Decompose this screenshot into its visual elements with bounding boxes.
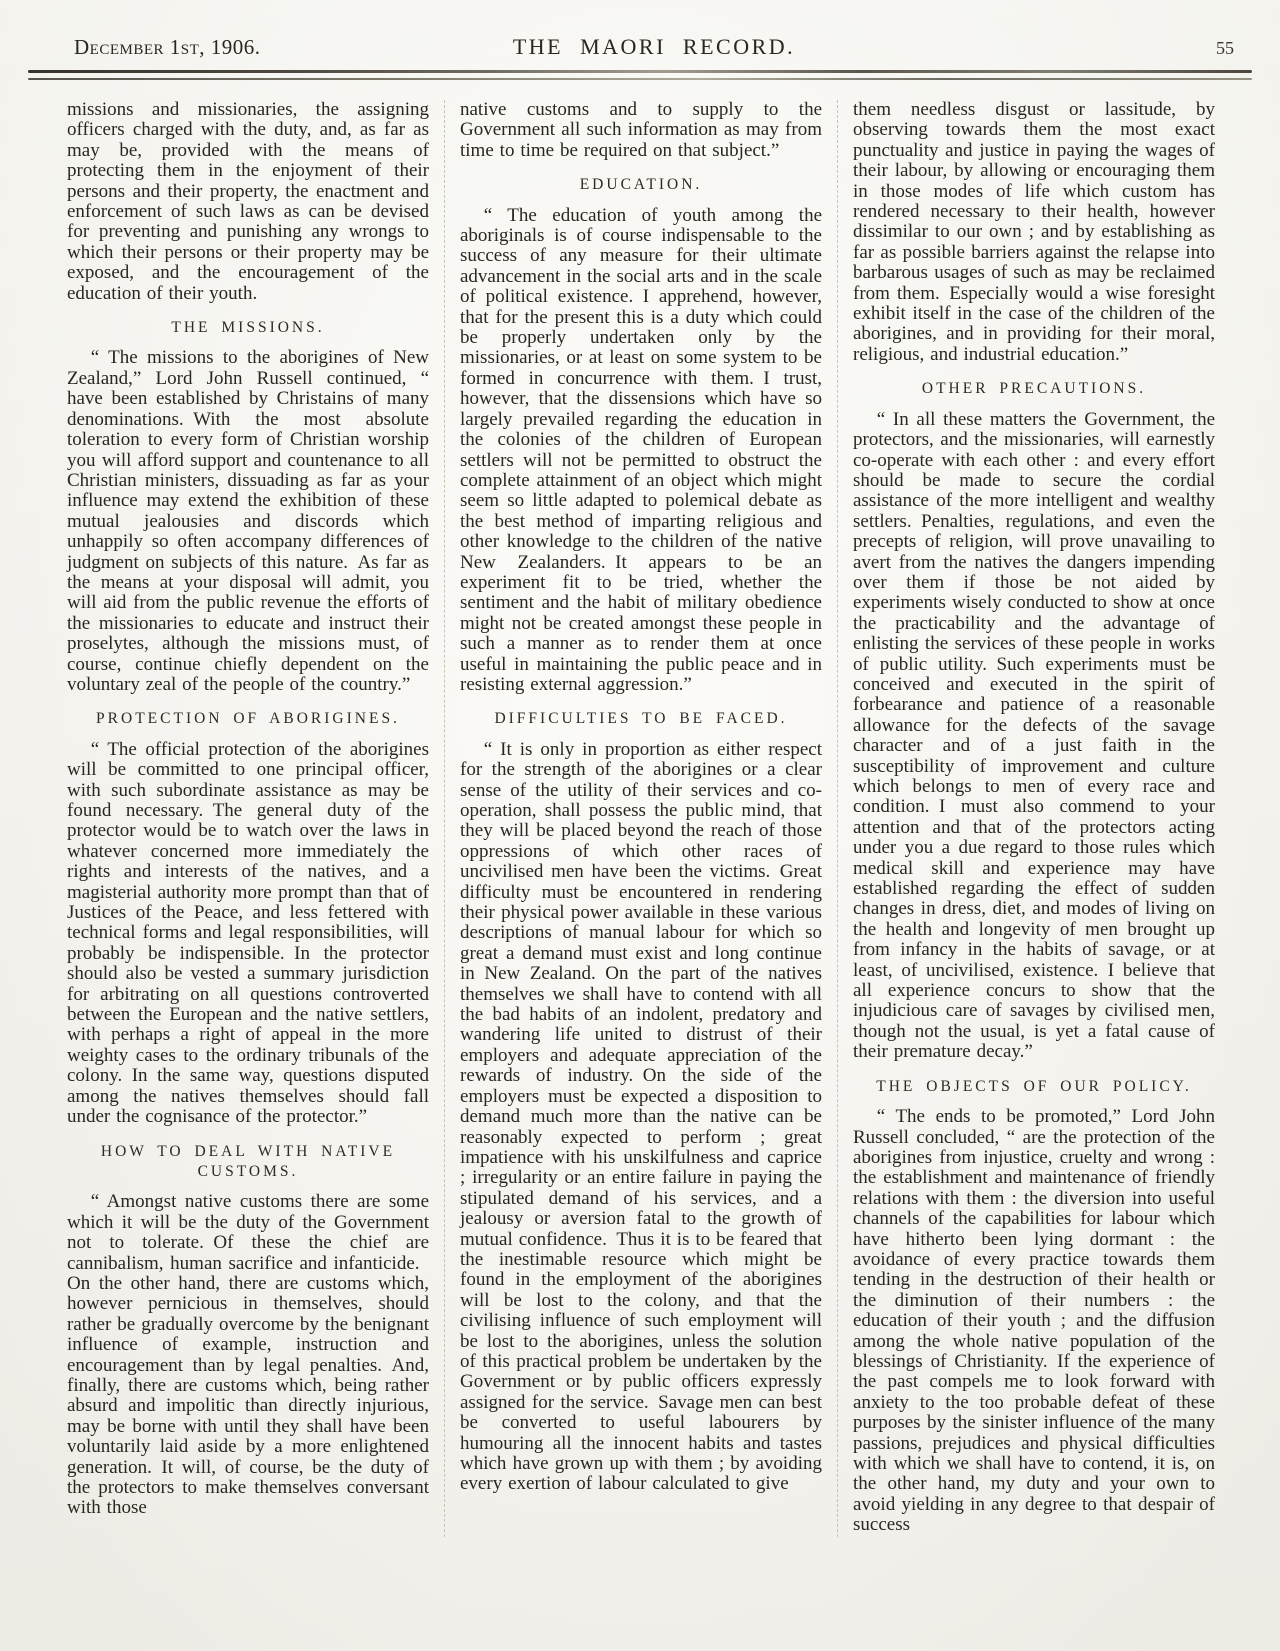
masthead-double-rule	[28, 70, 1252, 80]
paragraph: “ The education of youth among the aboriginals is of course indispensable to the success of any measure for their ultimate advancement in the social arts and in the scale of political existence. I apprehend, however, that for the present this is a duty which could be properly undertaken only by the missionaries, or at least on some system to be formed in concurrence with them. I trust, however, that the dissensions which have so largely prevailed regarding the education in the colonies of the children of European settlers will not be permitted to obstruct the complete attainment of an object which might seem so little adapted to polemical debate as the best method of imparting religious and other knowledge to the children of the native New Zealanders. It appears to be an experiment fit to be tried, whether the sentiment and the habit of military obedience might not be created amongst these people in such a manner as to render them at once useful in maintaining the public peace and in resisting external aggression.”	[460, 204, 822, 695]
section-heading: PROTECTION OF ABORIGINES.	[96, 710, 400, 728]
paragraph: missions and missionaries, the assigning officers charged with the duty, and, as far as may be, provided with the means of protecting them in the enjoyment of their persons and their property, the enactment and enforcement of such laws as can be devised for preventing and punishing any wrongs to which their persons or their property may be exposed, and the encouragement of the education of their youth.	[67, 99, 429, 304]
masthead	[0, 0, 1280, 60]
column-2	[444, 100, 837, 1537]
paragraph: “ The official protection of the aborigines will be committed to one principal officer, with such subordinate assistance as may be found necessary. The general duty of the protector would be to watch over the laws in whatever concerned more immediately the rights and interests of the natives, and a magisterial authority more prompt than that of Justices of the Peace, and less fettered with technical forms and legal responsibilities, will probably be indispensible. In the protector should also be vested a summary jurisdiction for arbitrating on all questions controverted between the European and the native settlers, with perhaps a right of appeal in the more weighty cases to the ordinary tribunals of the colony. In the same way, questions disputed among the natives themselves should fall under the cognisance of the protector.”	[67, 738, 429, 1128]
section-heading: DIFFICULTIES TO BE FACED.	[494, 710, 788, 728]
section-heading: THE MISSIONS.	[171, 319, 325, 337]
paragraph: “ Amongst native customs there are some which it will be the duty of the Government not to tolerate. Of these the chief are cannibalism, human sacrifice and infanticide. On the other hand, there are customs which, however pernicious in themselves, should rather be gradually overcome by the benignant influence of example, instruction and encouragement than by legal penalties. And, finally, there are customs which, being rather absurd and impolitic than directly injurious, may be borne with until they shall have been voluntarily laid aside by a more enlightened generation. It will, of course, be the duty of the protectors to make themselves conversant with those	[67, 1191, 429, 1519]
paragraph: “ It is only in proportion as either respect for the strength of the aborigines or a clear sense of the utility of their services and co-operation, shall possess the public mind, that they will be placed beyond the reach of those oppressions of which other races of uncivilised men have been the victims. Great difficulty must be encountered in rendering their physical power available in these various descriptions of manual labour for which so great a demand must exist and long continue in New Zealand. On the part of the natives themselves we shall have to contend with all the bad habits of an indolent, predatory and wandering life united to distrust of their employers and adequate appreciation of the rewards of industry. On the side of the employers must be expected a disposition to demand much more than the native can be reasonably expected to perform ; great impatience with his unskilfulness and caprice ; irregularity or an entire failure in paying the stipulated demand of his services, and a jealousy or aversion fatal to the growth of mutual confidence. Thus it is to be feared that the inestimable resource which might be found in the employment of the aborigines will be lost to the colony, and that the civilising influence of such employment will be lost to the aborigines, unless the solution of this practical problem be undertaken by the Government or by public officers expressly assigned for the service. Savage men can best be converted to useful labourers by humouring all the innocent habits and tastes which have grown up with them ; by avoiding every exertion of labour calculated to give	[460, 738, 822, 1495]
paragraph: native customs and to supply to the Government all such information as may from time to time be required on that subject.”	[460, 99, 822, 161]
section-heading: OTHER PRECAUTIONS.	[921, 380, 1147, 398]
columns	[0, 80, 1280, 1537]
section-heading: EDUCATION.	[579, 176, 703, 194]
issue-date: December 1st, 1906.	[74, 35, 261, 59]
paragraph: “ The ends to be promoted,” Lord John Russell concluded, “ are the protection of the aborigines from injustice, cruelty and wrong : the establishment and maintenance of friendly relations with them : the diversion into useful channels of the capabilities for labour which have hitherto been lying dormant : the avoidance of every practice towards them tending in the destruction of their health or the diminution of their numbers : the education of their youth ; and the diffusion among the whole native population of the blessings of Christianity. If the experience of the past compels me to look forward with anxiety to the too probable defeat of these purposes by the sinister influence of the many passions, prejudices and physical difficulties with which we shall have to contend, it is, on the other hand, my duty and your own to avoid yielding in any degree to that despair of success	[853, 1106, 1215, 1536]
column-1	[52, 100, 444, 1537]
paragraph: “ The missions to the aborigines of New Zealand,” Lord John Russell continued, “ have been established by Christains of many denominations. With the most absolute toleration to every form of Christian worship you will afford support and countenance to all Christian ministers, dissuading as far as your influence may extend the exhibition of these mutual jealousies and discords which unhappily so often accompany differences of judgment on subjects of this nature. As far as the means at your disposal will admit, you will aid from the public revenue the efforts of the missionaries to educate and instruct their proselytes, although the missions must, of course, continue chiefly dependent on the voluntary zeal of the people of the country.”	[67, 347, 429, 695]
paragraph: “ In all these matters the Government, the protectors, and the missionaries, will earnestly co-operate with each other : and every effort should be made to secure the cordial assistance of the more intelligent and wealthy settlers. Penalties, regulations, and even the precepts of religion, will prove unavailing to avert from the natives the dangers impending over them if those be not aided by experiments wisely conducted to show at once the practicability and the advantage of enlisting the services of these people in works of public utility. Such experiments must be conceived and executed in the spirit of forbearance and patience of a reasonable allowance for the defects of the savage character and of a just faith in the susceptibility of improvement and culture which belongs to men of every race and condition. I must also commend to your attention and that of the protectors acting under you a due regard to those rules which medical skill and experience may have established regarding the effect of sudden changes in dress, diet, and modes of living on the health and longevity of men brought up from infancy in the habits of savage, or at least, of uncivilised, existence. I believe that all experience concurs to show that the injudicious care of savages by civilised men, though not the usual, is yet a fatal cause of their premature decay.”	[853, 408, 1215, 1063]
page-number: 55	[1215, 38, 1234, 58]
section-heading: THE OBJECTS OF OUR POLICY.	[876, 1077, 1192, 1095]
page-title: THE MAORI RECORD.	[512, 34, 796, 59]
rule-thick	[28, 70, 1252, 73]
section-heading: HOW TO DEAL WITH NATIVE CUSTOMS.	[100, 1142, 396, 1180]
column-3	[837, 100, 1230, 1537]
paragraph: them needless disgust or lassitude, by observing towards them the most exact punctuality and justice in paying the wages of their labour, by allowing or encouraging them in those modes of life which custom has rendered necessary to their health, however dissimilar to our own ; and by establishing as far as possible barriers against the relapse into barbarous usages of such as may be reclaimed from them. Especially would a wise foresight exhibit itself in the case of the children of the aborigines, and in providing for their moral, religious, and industrial education.”	[853, 99, 1215, 365]
